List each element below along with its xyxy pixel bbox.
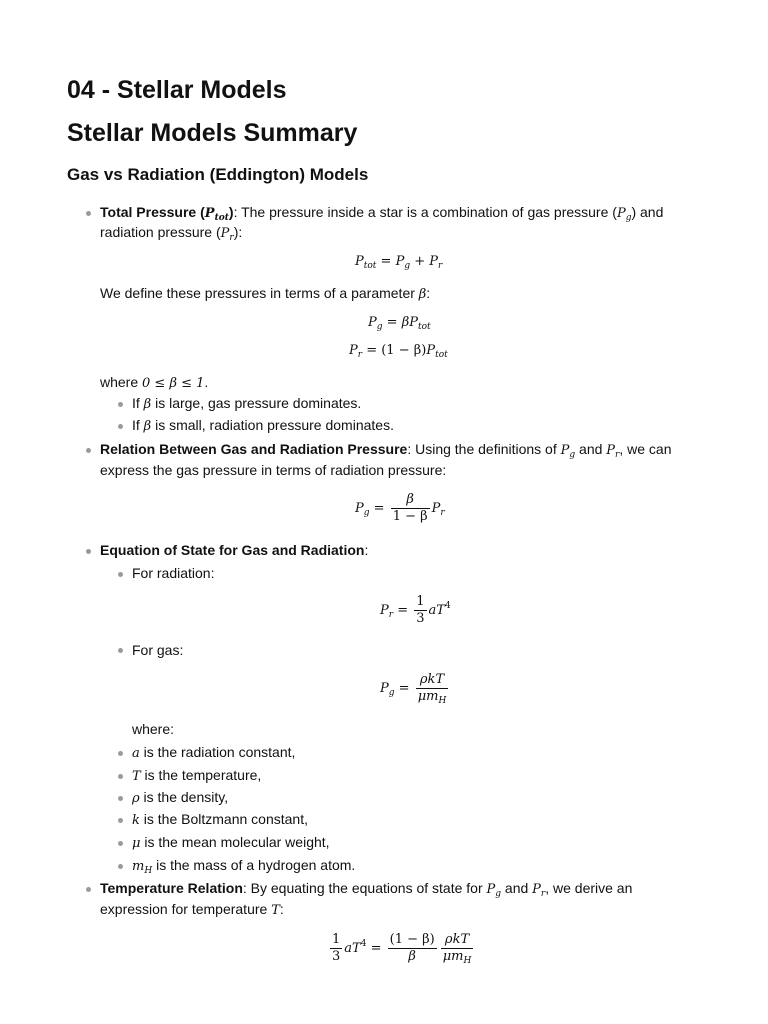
list-bullet — [118, 818, 123, 823]
list-item-equation-of-state: Equation of State for Gas and Radiation: — [100, 542, 369, 558]
page-title: 04 - Stellar Models — [67, 76, 287, 104]
list-bullet — [118, 796, 123, 801]
list-item: T is the temperature, — [132, 767, 262, 784]
list-item-temperature-relation: Temperature Relation: By equating the equations of state for $P_g$ and $P_r$, we derive an — [100, 880, 633, 899]
list-bullet — [86, 887, 91, 892]
list-item: a is the radiation constant, — [132, 744, 296, 761]
list-item: k is the Boltzmann constant, — [132, 811, 308, 828]
where-text: where 0 ≤ β ≤ 1. — [100, 374, 209, 391]
list-item: μ is the mean molecular weight, — [132, 834, 330, 851]
sub-item-gas: For gas: — [132, 642, 184, 658]
list-bullet — [118, 774, 123, 779]
list-bullet — [118, 841, 123, 846]
summary-heading: Stellar Models Summary — [67, 119, 358, 147]
equation-temperature-relation: $\frac{1}{3}$ $aT^4$ = $\frac{(1 - \beta)}{\beta}$ $\frac{\text{ρkT}}{\mu m_H}$ — [332, 932, 472, 966]
list-bullet — [86, 448, 91, 453]
list-item: ρ is the density, — [132, 789, 229, 806]
equation-gas-eos: $P_g$ = $\frac{\text{ρkT}}{\mu m_H}$ — [380, 672, 447, 706]
list-item-continuation: express the gas pressure in terms of radiation pressure: — [100, 462, 447, 478]
sub-item-beta-large: If β is large, gas pressure dominates. — [132, 395, 362, 412]
equation-gas-radiation-relation: $P_g$ = $\frac{\beta}{1 - \beta}$ $P_r$ — [355, 492, 445, 524]
list-bullet — [86, 211, 91, 216]
list-bullet — [118, 751, 123, 756]
term-total-pressure: Total Pressure $(P_{tot})$ — [100, 204, 234, 223]
equation-gas-pressure-beta: $P_g = \beta P_{tot}$ — [368, 315, 431, 332]
list-bullet — [118, 572, 123, 577]
list-item-relation: Relation Between Gas and Radiation Pressure: Using the definitions of $P_g$ and $P_r$, we can — [100, 441, 672, 460]
sub-item-beta-small: If β is small, radiation pressure dominates. — [132, 417, 394, 434]
definition-text: We define these pressures in terms of a parameter β: — [100, 285, 431, 302]
equation-radiation-pressure-beta: $P_r = (1 - \beta)P_{tot}$ — [349, 343, 448, 360]
list-bullet — [118, 402, 123, 407]
list-item-continuation: expression for temperature T: — [100, 901, 284, 918]
sub-item-radiation: For radiation: — [132, 565, 215, 581]
list-item: $m_H$ is the mass of a hydrogen atom. — [132, 857, 356, 876]
list-bullet — [86, 549, 91, 554]
list-bullet — [118, 648, 123, 653]
list-item-continuation: radiation pressure $(P_r)$: — [100, 224, 243, 243]
list-bullet — [118, 424, 123, 429]
equation-radiation-eos: $P_r$ = $\frac{1}{3}$ $aT^4$ — [380, 594, 451, 626]
section-heading: Gas vs Radiation (Eddington) Models — [67, 165, 369, 184]
equation-total-pressure: $P_{tot} = P_g + P_r$ — [355, 254, 443, 271]
list-item-total-pressure: Total Pressure $(P_{tot})$: The pressure inside a star is a combination of gas pressure $(P_g)$ and — [100, 204, 664, 223]
list-bullet — [118, 864, 123, 869]
where-label: where: — [132, 721, 175, 737]
